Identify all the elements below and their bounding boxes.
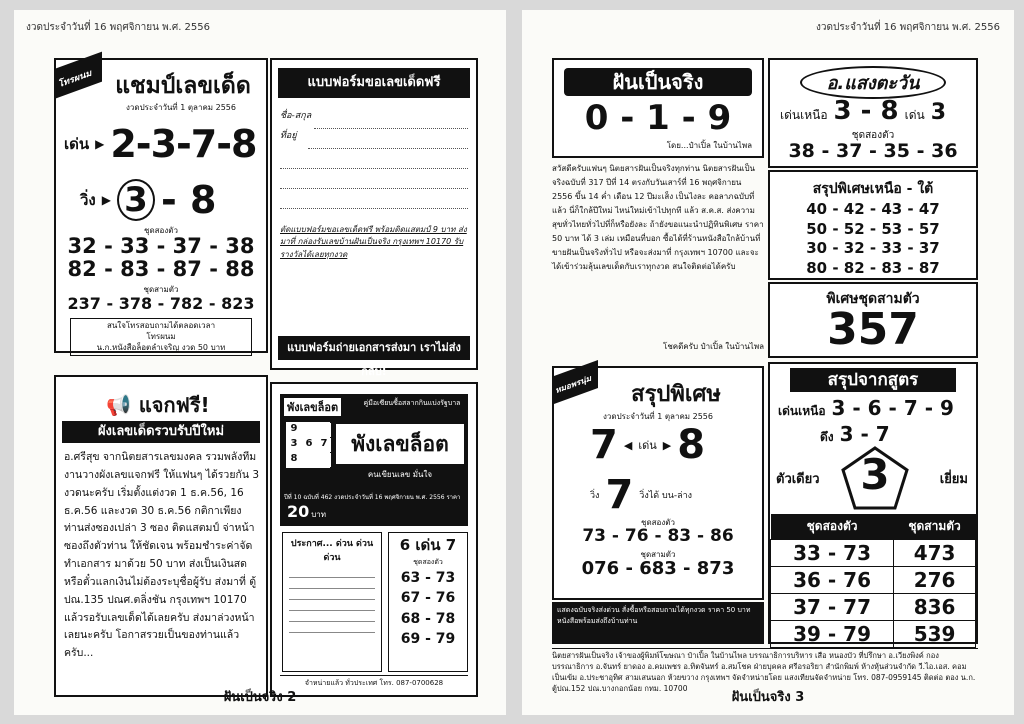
speaker-icon: 📢 xyxy=(106,393,131,417)
formula-two-cell: 39 - 79 xyxy=(771,621,894,648)
formula-pull: 3 - 7 xyxy=(839,422,890,446)
summary-two-row: 73 - 76 - 83 - 86 xyxy=(582,526,734,546)
formula-three-cell: 539 xyxy=(894,621,976,648)
right-page-header: งวดประจำวันที่ 16 พฤศจิกายน พ.ศ. 2556 xyxy=(815,22,1000,33)
promo-text-line xyxy=(289,599,375,600)
summary-notice: แสดงฉบับจริงส่งด่วน สั่งซื้อหรือสอบถามได้ทุกงวด ราคา 50 บาท หนังสือพร้อมส่งถึงบ้านท่าน xyxy=(552,602,764,644)
summary-left: 7 xyxy=(590,422,618,468)
three-title: พิเศษชุดสามตัว xyxy=(826,291,920,307)
formula-play-row xyxy=(778,396,954,421)
champ-three-row: 237 - 378 - 782 - 823 xyxy=(67,294,255,313)
dream-sign: โดย...ป๋าเปิ้ล ในบ้านไพล xyxy=(666,141,752,150)
champ-play-row xyxy=(64,122,256,166)
triangle-left-icon: ◀ xyxy=(623,438,633,452)
form-name-label: ชื่อ-สกุล xyxy=(280,111,312,121)
summary-run-row xyxy=(590,472,692,518)
champ-play-label: เด่น xyxy=(64,135,90,153)
triangle-icon: ▶ xyxy=(101,193,111,207)
champ-run-rest: - 8 xyxy=(160,178,217,222)
lock-price: 20 xyxy=(287,502,310,521)
sang-play-label: เด่นเหนือ xyxy=(780,108,828,122)
table-row xyxy=(771,594,976,621)
north-row: 50 - 52 - 53 - 57 xyxy=(806,219,940,238)
form-name-row xyxy=(280,108,468,129)
triangle-icon: ▶ xyxy=(95,137,105,151)
formula-visit: เยี่ยม xyxy=(939,472,968,487)
summary-box xyxy=(552,366,764,600)
champ-note-line2: โทรผนม xyxy=(146,331,176,341)
dream-article: สวัสดีครับแฟนๆ นิตยสารฝันเป็นจริงทุกท่าน นิตยสารฝันเป็นจริงฉบับที่ 317 ปีที่ 14 ตรงกับวันเสาร์ที่ 16 พฤศจิกายน 2556 ขึ้น 14 ค่ำ เดือน 12 ปีมะเส็ง เป็นไงละ คอลาภฉบับที่แล้ว นี่ก็ใกล้ปีใหม่ ไหน่ใหม่เข้าไปทุกที แล้ว ส.ค.ส. ส่งความสุขทั่วไทยทั่วไปที่ก็หรือยังละ ถ้ายังขอแนะนำปฏิทินพิเศษ ราคา 50 บาท ได้ 3 เล่ม เหมือนที่บอก ซื้อได้ที่ร้านหนังสือใกล้บ้านที่ขายฝันเป็นจริงทั่วไป หรือจะส่งมาที่ กรุงเทพฯ 10700 และจะได้เข้าร่วมลุ้นเลขเด็ดกับเราทุกงวด สนใจติดต่อได้ครับ xyxy=(552,164,764,271)
formula-single: 3 xyxy=(860,450,890,499)
formula-title: สรุปจากสูตร xyxy=(790,368,956,392)
formula-pull-row xyxy=(820,422,890,447)
three-number: 357 xyxy=(827,304,919,355)
champ-date: งวดประจำวันที่ 1 ตุลาคม 2556 xyxy=(126,103,236,112)
lock-numbers-box xyxy=(388,532,468,672)
lock-grid-cell xyxy=(317,453,331,467)
lock-grid-cell xyxy=(302,423,316,437)
formula-two-cell: 33 - 73 xyxy=(771,540,894,567)
form-box xyxy=(270,58,478,378)
formula-three-cell: 836 xyxy=(894,594,976,621)
lock-number-item: 68 - 78 xyxy=(400,610,456,627)
lock-grid-cell: 7 xyxy=(317,438,331,452)
sang-play2: 3 xyxy=(930,100,947,125)
form-footer: แบบฟอร์มถ่ายเอกสารส่งมา เราไม่ส่งกลับ! xyxy=(278,336,470,360)
lock-brand: พังเลขล็อต xyxy=(284,398,341,416)
table-row xyxy=(771,540,976,567)
formula-play-label: เด่นเหนือ xyxy=(778,404,826,418)
free-title-row xyxy=(106,389,210,421)
lock-number-item: 67 - 76 xyxy=(400,590,456,607)
north-row: 30 - 32 - 33 - 37 xyxy=(806,239,940,257)
formula-three-head: ชุดสามตัว xyxy=(894,514,976,540)
north-box xyxy=(768,170,978,280)
form-addr-line-4[interactable] xyxy=(280,189,468,209)
sang-two-label: ชุดสองตัว xyxy=(851,130,895,141)
summary-date: งวดประจำวันที่ 1 ตุลาคม 2556 xyxy=(603,412,713,421)
formula-box xyxy=(768,362,978,644)
credits: นิตยสารฝันเป็นจริง เจ้าของผู้พิมพ์โฆษณา ป๋าเปิ้ล ในบ้านไพล บรรณาธิการบริหาร เสือ หนองบัว ที่ปรึกษา อ.เวียงพิงค์ กองบรรณาธิการ อ.จันทร์ ยาดอง อ.คมเพชร อ.ทิตจันทร์ อ.สมโชค ฝ่ายบุคคล ศรีอรอริยา สำนักพิมพ์ ห้างหุ้นส่วนจำกัด วี.ไอ.เอส. คอมเป็นเข้ม อ.ประชาอุทิศ สามเสนนอก ห้วยขวาง กรุงเทพฯ จัดจำหน่ายโดย แสงเทียนจัดจำหน่าย โทร. 087-0959145 ติดต่อ ตอง น.ก. ตู้ปณ.152 ปณ.บางกอกน้อย กทม. 10700 xyxy=(552,648,978,695)
form-addr-line[interactable] xyxy=(308,140,468,149)
lock-grid-cell xyxy=(302,453,316,467)
summary-play-row xyxy=(590,422,705,468)
lock-list-label: ชุดสองตัว xyxy=(413,558,443,566)
lock-promo xyxy=(282,532,382,672)
champ-title: แชมป์เลขเด็ด xyxy=(115,73,251,99)
lock-box xyxy=(270,382,478,697)
champ-badge: โทรผนม xyxy=(56,52,102,99)
formula-two-cell: 36 - 76 xyxy=(771,567,894,594)
formula-two-head: ชุดสองตัว xyxy=(771,514,894,540)
form-instructions: ตัดแบบฟอร์มขอเลขเด็ดฟรี พร้อมติดแสตมป์ 9 บาท ส่งมาที่ กล่องรับเลขบ้านฝันเป็นจริง กรุงเทพฯ 10170 รับรางวัลได้เลยทุกงวด xyxy=(280,225,467,259)
free-title: แจกฟรี! xyxy=(138,393,210,417)
lock-grid xyxy=(286,422,330,468)
table-row xyxy=(771,567,976,594)
lock-cover xyxy=(280,394,468,526)
north-row: 80 - 82 - 83 - 87 xyxy=(806,258,940,277)
formula-pull-label: ดึง xyxy=(820,430,834,444)
form-title: แบบฟอร์มขอเลขเด็ดฟรี xyxy=(278,68,470,98)
formula-play: 3 - 6 - 7 - 9 xyxy=(831,396,954,420)
sang-title: อ.แสงตะวัน xyxy=(800,66,946,99)
champ-run-circle: 3 xyxy=(117,179,155,221)
lock-play: 6 เด่น 7 xyxy=(399,536,457,554)
formula-two-cell: 37 - 77 xyxy=(771,594,894,621)
promo-text-line xyxy=(289,621,375,622)
right-page xyxy=(522,10,1014,715)
dream-article-sign: โชคดีครับ ป๋าเปิ้ล ในบ้านไพล xyxy=(663,342,764,351)
champ-note-line3: น.ก.หนังสือล็อตลำเจริญ งวด 50 บาท xyxy=(96,342,226,352)
left-page-header: งวดประจำวันที่ 16 พฤศจิกายน พ.ศ. 2556 xyxy=(26,22,211,33)
formula-three-cell: 473 xyxy=(894,540,976,567)
dream-box xyxy=(552,58,764,158)
champ-two-label: ชุดสองตัว xyxy=(144,226,178,235)
lock-promo-title: ประกาศ... ด่วน ด่วน ด่วน xyxy=(290,539,374,563)
free-subtitle: ผังเลขเด็ดรวบรับปีใหม่ xyxy=(62,421,260,443)
lock-strip-text: ปีที่ 10 ฉบับที่ 462 งวดประจำวันที่ 16 พฤศจิกายน พ.ศ. 2556 ราคา xyxy=(284,494,461,501)
champ-note-line1: สนใจโทรสอบถามได้ตลอดเวลา xyxy=(106,321,216,330)
formula-three-cell: 276 xyxy=(894,567,976,594)
dream-number: 0 - 1 - 9 xyxy=(584,98,732,138)
summary-two-label: ชุดสองตัว xyxy=(641,518,675,527)
champ-play-numbers: 2-3-7-8 xyxy=(110,122,257,166)
lock-grid-cell: 9 xyxy=(287,423,301,437)
lock-number-item: 69 - 79 xyxy=(400,630,456,647)
champ-two-row2: 82 - 83 - 87 - 88 xyxy=(67,257,255,281)
summary-right: 8 xyxy=(677,422,706,468)
summary-three-label: ชุดสามตัว xyxy=(640,550,676,559)
sang-play2-label: เด่น xyxy=(904,108,925,122)
free-body: อ.ศรีสุข จากนิตยสารเลขมงคล รวมพลังทีมงานวางผังเลขแจกฟรี ให้แฟนๆ ได้รวยกัน 3 งวดนะครับ เริ่มตั้งแต่งวด 1 ธ.ค.56, 16 ธ.ค.56 และงวด 30 ธ.ค.56 กติกาเพียงท่านส่งซองเปล่า 3 ซอง ติดแสตมป์ จ่าหน้าซองถึงตัวท่าน ให้ชัดเจน พร้อมชำระค่าจัดทำเอกสาร มาด้วย 50 บาท ส่งเป็นเงินสดหรือตั๋วแลกเงินไม่ต้องระบุชื่อผู้รับ ส่งมาที่ ตู้ปณ.135 ปณศ.ตลิ่งชัน กรุงเทพฯ 10170 แล้วรอรับเลขเด็ดได้เลยครับ ส่งมาล่วงหน้าเลยนะครับ โอกาสรวยเป็นของท่านแล้วครับ... xyxy=(64,451,260,660)
table-row xyxy=(771,621,976,648)
three-box xyxy=(768,282,978,358)
dream-title: ฝันเป็นจริง xyxy=(564,68,752,96)
promo-text-line xyxy=(289,610,375,611)
right-page-footer: ฝันเป็นจริง 3 xyxy=(731,690,805,705)
lock-bottom: จำหน่ายแล้ว ทั่วประเทศ โทร. 087-0700628 xyxy=(280,675,468,689)
summary-run-note: วิ่งได้ บน-ล่าง xyxy=(639,491,693,501)
summary-run-label: วิ่ง xyxy=(590,491,600,501)
sang-box xyxy=(768,58,978,168)
promo-text-line xyxy=(289,577,375,578)
lock-grid-cell: 8 xyxy=(287,453,301,467)
formula-single-label: ตัวเดียว xyxy=(776,472,820,487)
lock-title: พังเลขล็อต xyxy=(336,424,464,464)
triangle-right-icon: ▶ xyxy=(662,438,672,452)
form-addr-row xyxy=(280,128,468,209)
champ-three-label: ชุดสามตัว xyxy=(143,285,179,294)
free-box xyxy=(54,375,268,697)
form-addr-line-2[interactable] xyxy=(280,149,468,169)
champ-two-row1: 32 - 33 - 37 - 38 xyxy=(67,234,255,258)
summary-run: 7 xyxy=(605,472,634,518)
summary-play-label: เด่น xyxy=(638,439,657,452)
lock-grid-cell xyxy=(317,423,331,437)
sang-play-row xyxy=(780,96,946,126)
promo-text-line xyxy=(289,632,375,633)
champ-note xyxy=(70,318,252,356)
north-rows xyxy=(770,200,976,278)
form-addr-label: ที่อยู่ xyxy=(280,131,297,141)
lock-grid-cell: 6 xyxy=(302,438,316,452)
champ-run-row xyxy=(80,178,216,222)
formula-table xyxy=(770,514,976,648)
sang-two-row: 38 - 37 - 35 - 36 xyxy=(788,140,958,162)
left-page-footer: ฝันเป็นจริง 2 xyxy=(223,690,297,705)
north-row: 40 - 42 - 43 - 47 xyxy=(806,200,940,218)
north-title: สรุปพิเศษเหนือ - ใต้ xyxy=(812,181,934,197)
summary-badge: หมอพรนุ่ม xyxy=(554,360,598,404)
formula-table-header xyxy=(771,514,976,540)
promo-text-line xyxy=(289,588,375,589)
form-addr-line-3[interactable] xyxy=(280,169,468,189)
champ-run-label: วิ่ง xyxy=(80,191,96,209)
lock-grid-cell: 3 xyxy=(287,438,301,452)
summary-title: สรุปพิเศษ xyxy=(631,382,721,407)
lock-strip xyxy=(284,492,464,521)
summary-three-row: 076 - 683 - 873 xyxy=(581,558,735,579)
lock-subbrand: คนเขียนเลข มั่นใจ xyxy=(367,470,433,479)
sang-play: 3 - 8 xyxy=(833,96,899,126)
lock-subtitle: คู่มือเซียนซื้อสลากกินแบ่งรัฐบาล xyxy=(363,399,461,407)
champ-box xyxy=(54,58,268,353)
lock-number-item: 63 - 73 xyxy=(400,570,456,586)
lock-price-unit: บาท xyxy=(311,510,327,519)
left-page xyxy=(14,10,506,715)
